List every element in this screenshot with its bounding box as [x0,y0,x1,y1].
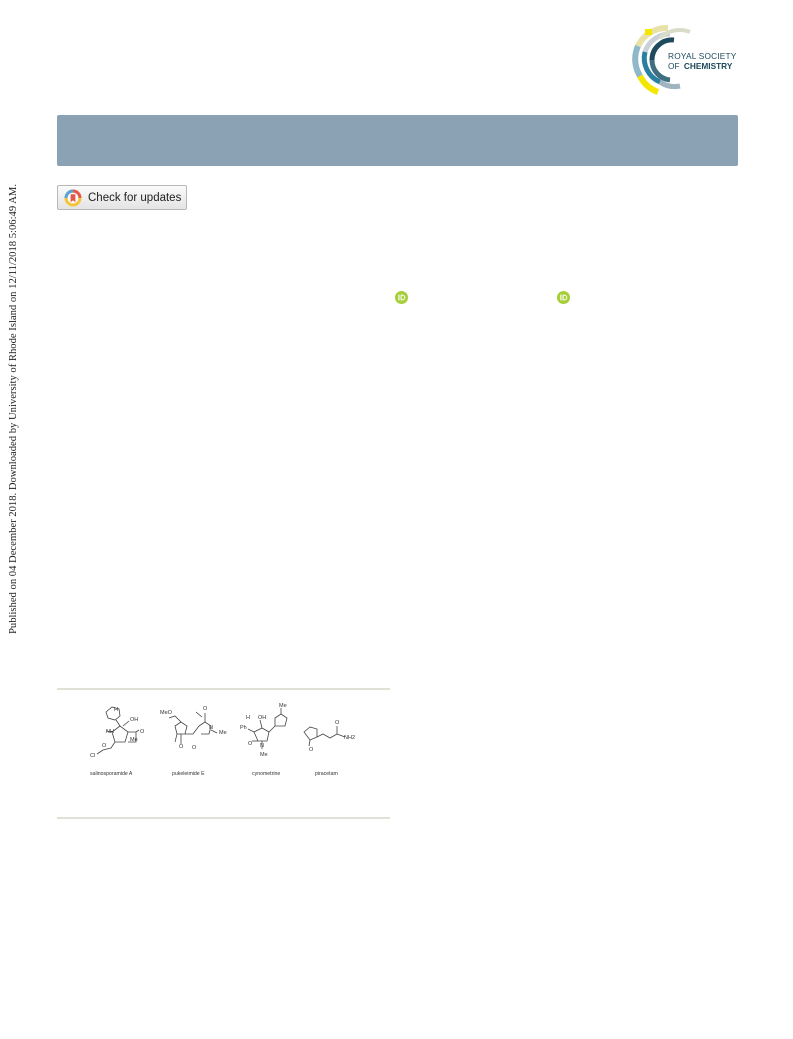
svg-text:Me: Me [219,730,227,736]
svg-text:H: H [114,707,118,713]
caption-salinosporamide-a: salinosporamide A [90,771,133,777]
caption-pukeleimide-e: pukeleimide E [172,771,205,777]
figure-bottom-rule [57,817,390,819]
svg-text:OF CHEMISTRY [668,61,733,71]
svg-text:Ph: Ph [240,725,247,731]
svg-text:H: H [246,715,250,721]
svg-text:O: O [203,706,208,712]
svg-text:O: O [192,745,197,751]
svg-text:NH2: NH2 [344,735,356,741]
svg-text:O: O [309,747,314,753]
svg-text:OH: OH [130,717,139,723]
journal-banner [57,115,738,166]
structure-piracetam [304,726,345,746]
orcid-icon[interactable] [395,291,408,304]
svg-text:Cl: Cl [90,753,96,759]
svg-text:Me: Me [130,737,138,743]
svg-text:Me: Me [279,703,287,709]
svg-text:N: N [209,725,213,731]
orcid-icon[interactable] [557,291,570,304]
svg-text:Me: Me [260,752,268,758]
caption-piracetam: piracetam [315,771,338,777]
rsc-logo-line1: ROYAL SOCIETY [668,51,737,61]
svg-text:O: O [179,744,184,750]
natural-products-figure [80,700,370,782]
rsc-logo-line2-prefix: OF [668,61,680,71]
structure-cynometrine [248,708,287,749]
svg-text:NH: NH [106,729,114,735]
svg-text:N: N [260,743,264,749]
check-for-updates-label: Check for updates [88,191,182,204]
svg-text:O: O [248,741,253,747]
bookmark-badge-icon [63,188,83,208]
svg-text:OH: OH [258,715,267,721]
svg-text:O: O [335,720,340,726]
svg-text:MeO: MeO [160,710,172,716]
figure-top-rule [57,688,390,690]
rsc-logo [630,24,740,96]
download-stamp [5,182,19,634]
svg-text:O: O [140,729,145,735]
rsc-logo-line2-main: CHEMISTRY [683,61,733,71]
download-stamp-text: Published on 04 December 2018. Downloaded by University of Rhode Island on 12/11/2018 5:06:49 AM. [8,188,19,634]
check-for-updates-button[interactable] [57,185,187,210]
caption-cynometrine: cynometrine [252,771,281,777]
svg-text:O: O [102,743,107,749]
